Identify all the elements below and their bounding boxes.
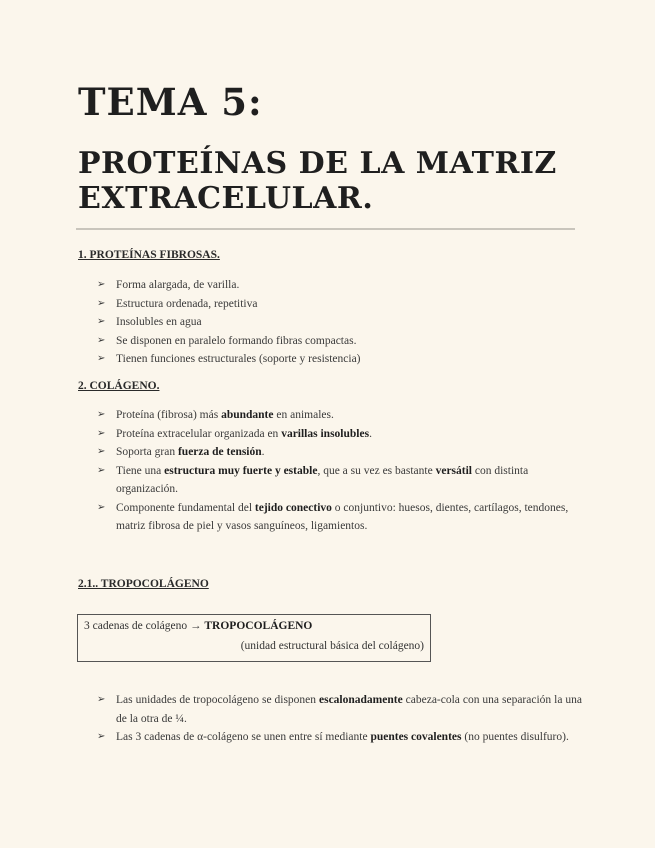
arrowhead-icon: ➢ [97,409,106,420]
title-divider [76,228,575,230]
arrowhead-icon: ➢ [97,334,106,346]
arrowhead-icon: ➢ [97,446,106,457]
arrowhead-icon: ➢ [97,353,106,364]
list-item: ➢ Tienen funciones estructurales (soporte y resistencia) [97,350,582,369]
arrowhead-icon: ➢ [97,297,106,309]
list-tropocolageno [97,691,582,747]
arrowhead-icon: ➢ [97,279,106,290]
list-fibrosas [97,276,582,369]
list-item: ➢ Forma alargada, de varilla. [97,276,582,295]
section-heading-colageno: 2. COLÁGENO. [78,380,160,392]
arrowhead-icon: ➢ [97,694,106,705]
section-heading-fibrosas: 1. PROTEÍNAS FIBROSAS. [78,249,220,261]
arrowhead-icon: ➢ [97,731,106,742]
arrowhead-icon: ➢ [97,464,106,476]
list-item: ➢ Estructura ordenada, repetitiva [97,295,582,314]
definition-line-2: (unidad estructural básica del colágeno) [240,640,424,652]
list-item: ➢ Componente fundamental del tejido conectivo o conjuntivo: huesos, dientes, cartílagos, tendones, matriz fibrosa de piel y vasos sanguíneos, ligamientos. [97,499,582,536]
arrowhead-icon: ➢ [97,501,106,513]
list-item: ➢ Soporta gran fuerza de tensión. [97,443,582,462]
page-subtitle: PROTEÍNAS DE LA MATRIZ EXTRACELULAR. [78,146,557,216]
list-item: ➢ Insolubles en agua [97,313,582,332]
page-title: TEMA 5: [78,80,263,124]
definition-box [77,614,431,662]
section-heading-tropocolageno: 2.1.. TROPOCOLÁGENO [78,578,209,590]
definition-line-1: 3 cadenas de colágeno → TROPOCOLÁGENO [84,620,313,632]
arrowhead-icon: ➢ [97,316,106,327]
arrowhead-icon: ➢ [97,427,106,439]
list-item: ➢ Proteína extracelular organizada en varillas insolubles. [97,425,582,444]
list-item: ➢ Las unidades de tropocolágeno se disponen escalonadamente cabeza-cola con una separación la una de la otra de ¼. [97,691,582,728]
list-item: ➢ Se disponen en paralelo formando fibras compactas. [97,332,582,351]
list-item: ➢ Proteína (fibrosa) más abundante en animales. [97,406,582,425]
list-colageno [97,406,582,536]
list-item: ➢ Las 3 cadenas de α-colágeno se unen entre sí mediante puentes covalentes (no puentes disulfuro). [97,728,582,747]
list-item: ➢ Tiene una estructura muy fuerte y estable, que a su vez es bastante versátil con distinta organización. [97,462,582,499]
